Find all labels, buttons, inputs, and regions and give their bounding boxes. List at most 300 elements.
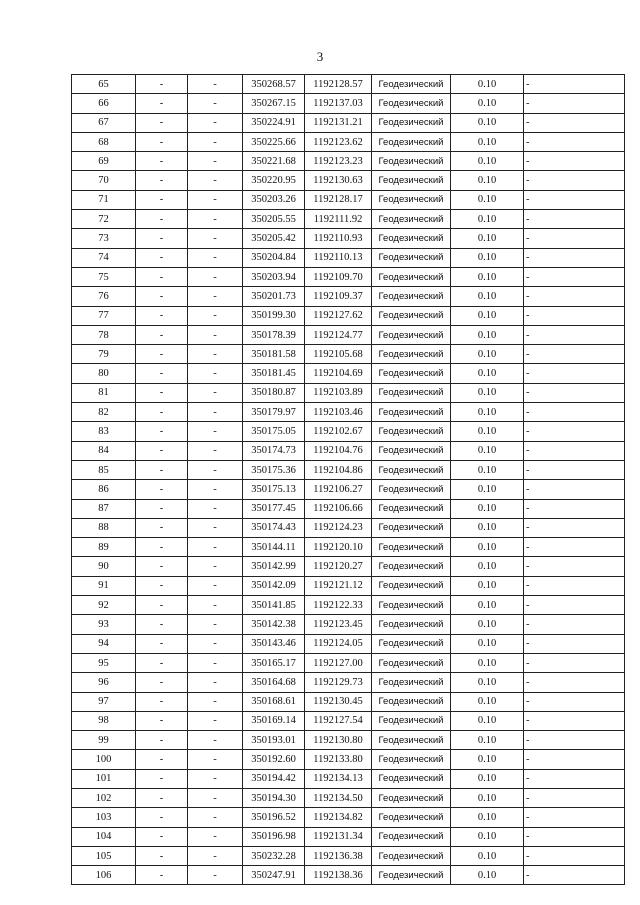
description-cell: - xyxy=(524,190,625,209)
y-coordinate-cell: 1192134.13 xyxy=(305,769,372,788)
x-coordinate-cell: 350196.52 xyxy=(243,808,305,827)
y-coordinate-cell: 1192134.82 xyxy=(305,808,372,827)
table-row xyxy=(72,267,625,286)
dash-cell-a: - xyxy=(136,827,188,846)
method-cell: Геодезический xyxy=(372,229,451,248)
method-cell: Геодезический xyxy=(372,634,451,653)
accuracy-cell: 0.10 xyxy=(451,634,524,653)
accuracy-cell: 0.10 xyxy=(451,441,524,460)
dash-cell-a: - xyxy=(136,634,188,653)
y-coordinate-cell: 1192134.50 xyxy=(305,788,372,807)
dash-cell-b: - xyxy=(188,210,243,229)
method-cell: Геодезический xyxy=(372,538,451,557)
method-cell: Геодезический xyxy=(372,113,451,132)
point-number-cell: 80 xyxy=(72,364,136,383)
dash-cell-a: - xyxy=(136,518,188,537)
dash-cell-b: - xyxy=(188,518,243,537)
dash-cell-a: - xyxy=(136,403,188,422)
dash-cell-a: - xyxy=(136,94,188,113)
table-row xyxy=(72,769,625,788)
description-cell: - xyxy=(524,557,625,576)
y-coordinate-cell: 1192102.67 xyxy=(305,422,372,441)
accuracy-cell: 0.10 xyxy=(451,692,524,711)
description-cell: - xyxy=(524,769,625,788)
point-number-cell: 88 xyxy=(72,518,136,537)
method-cell: Геодезический xyxy=(372,325,451,344)
y-coordinate-cell: 1192103.46 xyxy=(305,403,372,422)
accuracy-cell: 0.10 xyxy=(451,769,524,788)
x-coordinate-cell: 350174.43 xyxy=(243,518,305,537)
point-number-cell: 100 xyxy=(72,750,136,769)
accuracy-cell: 0.10 xyxy=(451,731,524,750)
method-cell: Геодезический xyxy=(372,306,451,325)
method-cell: Геодезический xyxy=(372,403,451,422)
y-coordinate-cell: 1192106.27 xyxy=(305,480,372,499)
x-coordinate-cell: 350178.39 xyxy=(243,325,305,344)
dash-cell-a: - xyxy=(136,769,188,788)
accuracy-cell: 0.10 xyxy=(451,538,524,557)
y-coordinate-cell: 1192111.92 xyxy=(305,210,372,229)
y-coordinate-cell: 1192123.45 xyxy=(305,615,372,634)
table-row xyxy=(72,75,625,94)
y-coordinate-cell: 1192136.38 xyxy=(305,846,372,865)
method-cell: Геодезический xyxy=(372,731,451,750)
description-cell: - xyxy=(524,210,625,229)
method-cell: Геодезический xyxy=(372,750,451,769)
dash-cell-b: - xyxy=(188,557,243,576)
dash-cell-b: - xyxy=(188,229,243,248)
description-cell: - xyxy=(524,731,625,750)
dash-cell-a: - xyxy=(136,422,188,441)
point-number-cell: 102 xyxy=(72,788,136,807)
table-row xyxy=(72,190,625,209)
dash-cell-a: - xyxy=(136,538,188,557)
method-cell: Геодезический xyxy=(372,267,451,286)
point-number-cell: 92 xyxy=(72,596,136,615)
dash-cell-a: - xyxy=(136,480,188,499)
accuracy-cell: 0.10 xyxy=(451,480,524,499)
point-number-cell: 81 xyxy=(72,383,136,402)
accuracy-cell: 0.10 xyxy=(451,287,524,306)
y-coordinate-cell: 1192121.12 xyxy=(305,576,372,595)
dash-cell-b: - xyxy=(188,383,243,402)
dash-cell-b: - xyxy=(188,596,243,615)
x-coordinate-cell: 350199.30 xyxy=(243,306,305,325)
table-row xyxy=(72,518,625,537)
description-cell: - xyxy=(524,538,625,557)
y-coordinate-cell: 1192133.80 xyxy=(305,750,372,769)
y-coordinate-cell: 1192128.17 xyxy=(305,190,372,209)
point-number-cell: 95 xyxy=(72,653,136,672)
y-coordinate-cell: 1192127.62 xyxy=(305,306,372,325)
table-row xyxy=(72,171,625,190)
x-coordinate-cell: 350203.94 xyxy=(243,267,305,286)
dash-cell-a: - xyxy=(136,345,188,364)
point-number-cell: 90 xyxy=(72,557,136,576)
dash-cell-a: - xyxy=(136,441,188,460)
x-coordinate-cell: 350175.13 xyxy=(243,480,305,499)
dash-cell-b: - xyxy=(188,171,243,190)
point-number-cell: 87 xyxy=(72,499,136,518)
dash-cell-b: - xyxy=(188,731,243,750)
dash-cell-b: - xyxy=(188,75,243,94)
accuracy-cell: 0.10 xyxy=(451,210,524,229)
point-number-cell: 78 xyxy=(72,325,136,344)
accuracy-cell: 0.10 xyxy=(451,653,524,672)
dash-cell-b: - xyxy=(188,673,243,692)
dash-cell-a: - xyxy=(136,692,188,711)
point-number-cell: 84 xyxy=(72,441,136,460)
dash-cell-a: - xyxy=(136,866,188,885)
dash-cell-a: - xyxy=(136,846,188,865)
accuracy-cell: 0.10 xyxy=(451,866,524,885)
dash-cell-b: - xyxy=(188,846,243,865)
dash-cell-a: - xyxy=(136,248,188,267)
x-coordinate-cell: 350168.61 xyxy=(243,692,305,711)
accuracy-cell: 0.10 xyxy=(451,673,524,692)
x-coordinate-cell: 350143.46 xyxy=(243,634,305,653)
description-cell: - xyxy=(524,692,625,711)
y-coordinate-cell: 1192109.70 xyxy=(305,267,372,286)
description-cell: - xyxy=(524,866,625,885)
y-coordinate-cell: 1192130.63 xyxy=(305,171,372,190)
dash-cell-b: - xyxy=(188,576,243,595)
y-coordinate-cell: 1192120.27 xyxy=(305,557,372,576)
dash-cell-b: - xyxy=(188,480,243,499)
description-cell: - xyxy=(524,460,625,479)
y-coordinate-cell: 1192124.23 xyxy=(305,518,372,537)
dash-cell-a: - xyxy=(136,306,188,325)
description-cell: - xyxy=(524,615,625,634)
point-number-cell: 91 xyxy=(72,576,136,595)
coordinates-table xyxy=(71,74,625,885)
point-number-cell: 98 xyxy=(72,711,136,730)
description-cell: - xyxy=(524,653,625,672)
table-row xyxy=(72,673,625,692)
y-coordinate-cell: 1192109.37 xyxy=(305,287,372,306)
dash-cell-b: - xyxy=(188,769,243,788)
method-cell: Геодезический xyxy=(372,673,451,692)
description-cell: - xyxy=(524,634,625,653)
dash-cell-a: - xyxy=(136,383,188,402)
accuracy-cell: 0.10 xyxy=(451,306,524,325)
dash-cell-b: - xyxy=(188,364,243,383)
accuracy-cell: 0.10 xyxy=(451,499,524,518)
description-cell: - xyxy=(524,306,625,325)
y-coordinate-cell: 1192110.13 xyxy=(305,248,372,267)
table-row xyxy=(72,306,625,325)
description-cell: - xyxy=(524,711,625,730)
table-row xyxy=(72,808,625,827)
dash-cell-a: - xyxy=(136,190,188,209)
x-coordinate-cell: 350225.66 xyxy=(243,132,305,151)
point-number-cell: 79 xyxy=(72,345,136,364)
dash-cell-b: - xyxy=(188,808,243,827)
point-number-cell: 70 xyxy=(72,171,136,190)
x-coordinate-cell: 350142.38 xyxy=(243,615,305,634)
accuracy-cell: 0.10 xyxy=(451,788,524,807)
method-cell: Геодезический xyxy=(372,383,451,402)
table-row xyxy=(72,750,625,769)
dash-cell-b: - xyxy=(188,866,243,885)
dash-cell-a: - xyxy=(136,596,188,615)
description-cell: - xyxy=(524,267,625,286)
y-coordinate-cell: 1192106.66 xyxy=(305,499,372,518)
method-cell: Геодезический xyxy=(372,75,451,94)
dash-cell-a: - xyxy=(136,711,188,730)
x-coordinate-cell: 350174.73 xyxy=(243,441,305,460)
point-number-cell: 82 xyxy=(72,403,136,422)
method-cell: Геодезический xyxy=(372,769,451,788)
method-cell: Геодезический xyxy=(372,499,451,518)
dash-cell-a: - xyxy=(136,788,188,807)
x-coordinate-cell: 350165.17 xyxy=(243,653,305,672)
y-coordinate-cell: 1192122.33 xyxy=(305,596,372,615)
table-row xyxy=(72,383,625,402)
dash-cell-b: - xyxy=(188,248,243,267)
description-cell: - xyxy=(524,403,625,422)
dash-cell-b: - xyxy=(188,441,243,460)
point-number-cell: 94 xyxy=(72,634,136,653)
point-number-cell: 93 xyxy=(72,615,136,634)
table-row xyxy=(72,229,625,248)
dash-cell-b: - xyxy=(188,306,243,325)
accuracy-cell: 0.10 xyxy=(451,132,524,151)
accuracy-cell: 0.10 xyxy=(451,364,524,383)
y-coordinate-cell: 1192130.80 xyxy=(305,731,372,750)
y-coordinate-cell: 1192131.34 xyxy=(305,827,372,846)
point-number-cell: 105 xyxy=(72,846,136,865)
dash-cell-a: - xyxy=(136,132,188,151)
table-row xyxy=(72,731,625,750)
table-row xyxy=(72,441,625,460)
method-cell: Геодезический xyxy=(372,653,451,672)
method-cell: Геодезический xyxy=(372,846,451,865)
table-row xyxy=(72,788,625,807)
description-cell: - xyxy=(524,94,625,113)
accuracy-cell: 0.10 xyxy=(451,248,524,267)
x-coordinate-cell: 350175.05 xyxy=(243,422,305,441)
method-cell: Геодезический xyxy=(372,576,451,595)
dash-cell-a: - xyxy=(136,499,188,518)
accuracy-cell: 0.10 xyxy=(451,229,524,248)
table-row xyxy=(72,480,625,499)
dash-cell-b: - xyxy=(188,152,243,171)
description-cell: - xyxy=(524,345,625,364)
point-number-cell: 77 xyxy=(72,306,136,325)
method-cell: Геодезический xyxy=(372,190,451,209)
dash-cell-b: - xyxy=(188,113,243,132)
y-coordinate-cell: 1192123.62 xyxy=(305,132,372,151)
description-cell: - xyxy=(524,171,625,190)
x-coordinate-cell: 350268.57 xyxy=(243,75,305,94)
accuracy-cell: 0.10 xyxy=(451,94,524,113)
description-cell: - xyxy=(524,788,625,807)
x-coordinate-cell: 350142.09 xyxy=(243,576,305,595)
method-cell: Геодезический xyxy=(372,692,451,711)
y-coordinate-cell: 1192137.03 xyxy=(305,94,372,113)
method-cell: Геодезический xyxy=(372,480,451,499)
table-row xyxy=(72,866,625,885)
table-row xyxy=(72,653,625,672)
dash-cell-b: - xyxy=(188,538,243,557)
description-cell: - xyxy=(524,576,625,595)
point-number-cell: 97 xyxy=(72,692,136,711)
x-coordinate-cell: 350193.01 xyxy=(243,731,305,750)
accuracy-cell: 0.10 xyxy=(451,557,524,576)
description-cell: - xyxy=(524,499,625,518)
x-coordinate-cell: 350232.28 xyxy=(243,846,305,865)
table-row xyxy=(72,403,625,422)
y-coordinate-cell: 1192104.86 xyxy=(305,460,372,479)
x-coordinate-cell: 350201.73 xyxy=(243,287,305,306)
x-coordinate-cell: 350141.85 xyxy=(243,596,305,615)
dash-cell-a: - xyxy=(136,287,188,306)
point-number-cell: 106 xyxy=(72,866,136,885)
method-cell: Геодезический xyxy=(372,94,451,113)
y-coordinate-cell: 1192105.68 xyxy=(305,345,372,364)
description-cell: - xyxy=(524,808,625,827)
point-number-cell: 75 xyxy=(72,267,136,286)
table-row xyxy=(72,634,625,653)
x-coordinate-cell: 350194.30 xyxy=(243,788,305,807)
dash-cell-a: - xyxy=(136,171,188,190)
coordinates-table-body xyxy=(72,75,625,885)
table-row xyxy=(72,827,625,846)
x-coordinate-cell: 350169.14 xyxy=(243,711,305,730)
dash-cell-b: - xyxy=(188,750,243,769)
accuracy-cell: 0.10 xyxy=(451,171,524,190)
y-coordinate-cell: 1192110.93 xyxy=(305,229,372,248)
x-coordinate-cell: 350205.42 xyxy=(243,229,305,248)
y-coordinate-cell: 1192127.00 xyxy=(305,653,372,672)
point-number-cell: 83 xyxy=(72,422,136,441)
accuracy-cell: 0.10 xyxy=(451,383,524,402)
method-cell: Геодезический xyxy=(372,827,451,846)
table-row xyxy=(72,248,625,267)
description-cell: - xyxy=(524,596,625,615)
x-coordinate-cell: 350194.42 xyxy=(243,769,305,788)
method-cell: Геодезический xyxy=(372,596,451,615)
point-number-cell: 69 xyxy=(72,152,136,171)
description-cell: - xyxy=(524,480,625,499)
method-cell: Геодезический xyxy=(372,152,451,171)
dash-cell-a: - xyxy=(136,210,188,229)
table-row xyxy=(72,692,625,711)
method-cell: Геодезический xyxy=(372,287,451,306)
dash-cell-a: - xyxy=(136,229,188,248)
table-row xyxy=(72,615,625,634)
x-coordinate-cell: 350180.87 xyxy=(243,383,305,402)
accuracy-cell: 0.10 xyxy=(451,267,524,286)
description-cell: - xyxy=(524,113,625,132)
table-row xyxy=(72,94,625,113)
table-row xyxy=(72,152,625,171)
accuracy-cell: 0.10 xyxy=(451,615,524,634)
description-cell: - xyxy=(524,152,625,171)
accuracy-cell: 0.10 xyxy=(451,518,524,537)
point-number-cell: 66 xyxy=(72,94,136,113)
table-row xyxy=(72,557,625,576)
x-coordinate-cell: 350224.91 xyxy=(243,113,305,132)
point-number-cell: 103 xyxy=(72,808,136,827)
dash-cell-a: - xyxy=(136,750,188,769)
point-number-cell: 101 xyxy=(72,769,136,788)
x-coordinate-cell: 350177.45 xyxy=(243,499,305,518)
x-coordinate-cell: 350164.68 xyxy=(243,673,305,692)
y-coordinate-cell: 1192130.45 xyxy=(305,692,372,711)
dash-cell-b: - xyxy=(188,692,243,711)
y-coordinate-cell: 1192120.10 xyxy=(305,538,372,557)
dash-cell-b: - xyxy=(188,132,243,151)
x-coordinate-cell: 350220.95 xyxy=(243,171,305,190)
description-cell: - xyxy=(524,518,625,537)
dash-cell-a: - xyxy=(136,364,188,383)
point-number-cell: 86 xyxy=(72,480,136,499)
method-cell: Геодезический xyxy=(372,808,451,827)
table-row xyxy=(72,576,625,595)
table-row xyxy=(72,345,625,364)
table-row xyxy=(72,499,625,518)
dash-cell-a: - xyxy=(136,460,188,479)
x-coordinate-cell: 350142.99 xyxy=(243,557,305,576)
description-cell: - xyxy=(524,364,625,383)
table-row xyxy=(72,422,625,441)
point-number-cell: 73 xyxy=(72,229,136,248)
method-cell: Геодезический xyxy=(372,422,451,441)
y-coordinate-cell: 1192104.69 xyxy=(305,364,372,383)
dash-cell-b: - xyxy=(188,460,243,479)
description-cell: - xyxy=(524,673,625,692)
x-coordinate-cell: 350175.36 xyxy=(243,460,305,479)
dash-cell-a: - xyxy=(136,557,188,576)
point-number-cell: 67 xyxy=(72,113,136,132)
description-cell: - xyxy=(524,287,625,306)
point-number-cell: 76 xyxy=(72,287,136,306)
accuracy-cell: 0.10 xyxy=(451,808,524,827)
accuracy-cell: 0.10 xyxy=(451,422,524,441)
description-cell: - xyxy=(524,75,625,94)
dash-cell-a: - xyxy=(136,152,188,171)
point-number-cell: 68 xyxy=(72,132,136,151)
table-row xyxy=(72,113,625,132)
table-row xyxy=(72,364,625,383)
dash-cell-a: - xyxy=(136,615,188,634)
point-number-cell: 72 xyxy=(72,210,136,229)
dash-cell-b: - xyxy=(188,653,243,672)
dash-cell-a: - xyxy=(136,267,188,286)
dash-cell-a: - xyxy=(136,673,188,692)
description-cell: - xyxy=(524,383,625,402)
table-row xyxy=(72,846,625,865)
dash-cell-b: - xyxy=(188,190,243,209)
y-coordinate-cell: 1192124.05 xyxy=(305,634,372,653)
dash-cell-a: - xyxy=(136,653,188,672)
point-number-cell: 96 xyxy=(72,673,136,692)
method-cell: Геодезический xyxy=(372,711,451,730)
table-row xyxy=(72,132,625,151)
accuracy-cell: 0.10 xyxy=(451,325,524,344)
table-row xyxy=(72,210,625,229)
method-cell: Геодезический xyxy=(372,866,451,885)
description-cell: - xyxy=(524,846,625,865)
dash-cell-a: - xyxy=(136,113,188,132)
accuracy-cell: 0.10 xyxy=(451,152,524,171)
dash-cell-a: - xyxy=(136,325,188,344)
description-cell: - xyxy=(524,441,625,460)
description-cell: - xyxy=(524,750,625,769)
page-number: 3 xyxy=(316,49,324,64)
